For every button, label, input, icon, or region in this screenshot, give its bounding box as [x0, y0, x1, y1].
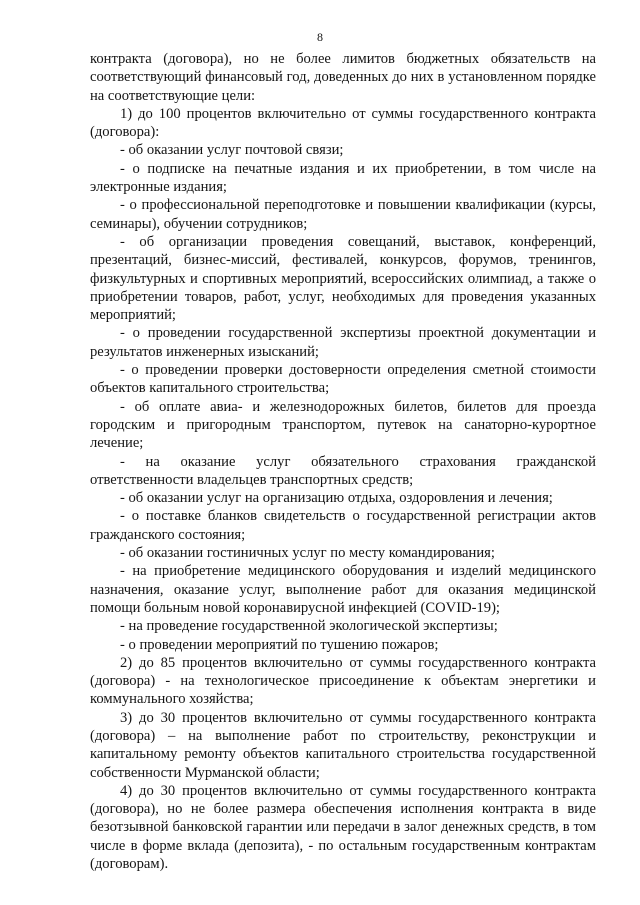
document-body — [90, 50, 596, 873]
paragraph-intro: контракта (договора), но не более лимитов бюджетных обязательств на соответствующий финансовый год, доведенных до них в установленном порядке на соответствующие цели: — [90, 51, 596, 104]
list-item: - на приобретение медицинского оборудования и изделий медицинского назначения, оказание услуг, выполнение работ для оказания медицинской помощи больным новой коронавирусной инфекцией (COVID-19); — [90, 563, 596, 616]
list-item: - на проведение государственной экологической экспертизы; — [120, 618, 498, 635]
list-item: - о проведении государственной экспертизы проектной документации и результатов инженерных изысканий; — [90, 325, 596, 360]
paragraph-item-1: 1) до 100 процентов включительно от суммы государственного контракта (договора): — [90, 105, 596, 141]
list-item: - о проведении мероприятий по тушению пожаров; — [120, 636, 439, 653]
list-item: - об оплате авиа- и железнодорожных билетов, билетов для проезда городским и пригородным транспортом, путевок на санаторно-курортное лечение; — [90, 398, 596, 452]
list-item: - об оказании гостиничных услуг по месту командирования; — [120, 545, 495, 562]
paragraph-item-4: 4) до 30 процентов включительно от суммы государственного контракта (договора), но не более размера обеспечения исполнения контракта в виде безотзывной банковской гарантии или передачи в залог денежных средств, в том числе в форме вклада (депозита), - по остальным государственным контрактам (договорам). — [90, 782, 596, 873]
list-item: - на оказание услуг обязательного страхования гражданской ответственности владельцев транспортных средств; — [90, 453, 596, 488]
list-item: - об организации проведения совещаний, выставок, конференций, презентаций, бизнес-миссий, фестивалей, конкурсов, форумов, тренингов, физкультурных и спортивных мероприятий, всероссийских олимпиад, а также о приобретении товаров, работ, услуг, необходимых для проведения указанных мероприятий; — [90, 233, 596, 324]
paragraph-item-2: 2) до 85 процентов включительно от суммы государственного контракта (договора) - на технологическое присоединение к объектам энергетики и коммунального хозяйства; — [90, 654, 596, 708]
page-number: 8 — [317, 30, 323, 44]
list-item: - о профессиональной переподготовке и повышении квалификации (курсы, семинары), обучении сотрудников; — [90, 197, 596, 232]
paragraph-item-3: 3) до 30 процентов включительно от суммы государственного контракта (договора) – на выполнение работ по строительству, реконструкции и капитальному ремонту объектов капитального строительства государственной собственности Мурманской области; — [90, 709, 596, 781]
list-item: - о проведении проверки достоверности определения сметной стоимости объектов капитального строительства; — [90, 362, 596, 397]
list-item: - о поставке бланков свидетельств о государственной регистрации актов гражданского состояния; — [90, 508, 596, 543]
list-item: - об оказании услуг почтовой связи; — [120, 142, 344, 159]
list-item: - о подписке на печатные издания и их приобретении, в том числе на электронные издания; — [90, 160, 596, 196]
list-item: - об оказании услуг на организацию отдыха, оздоровления и лечения; — [120, 490, 553, 507]
